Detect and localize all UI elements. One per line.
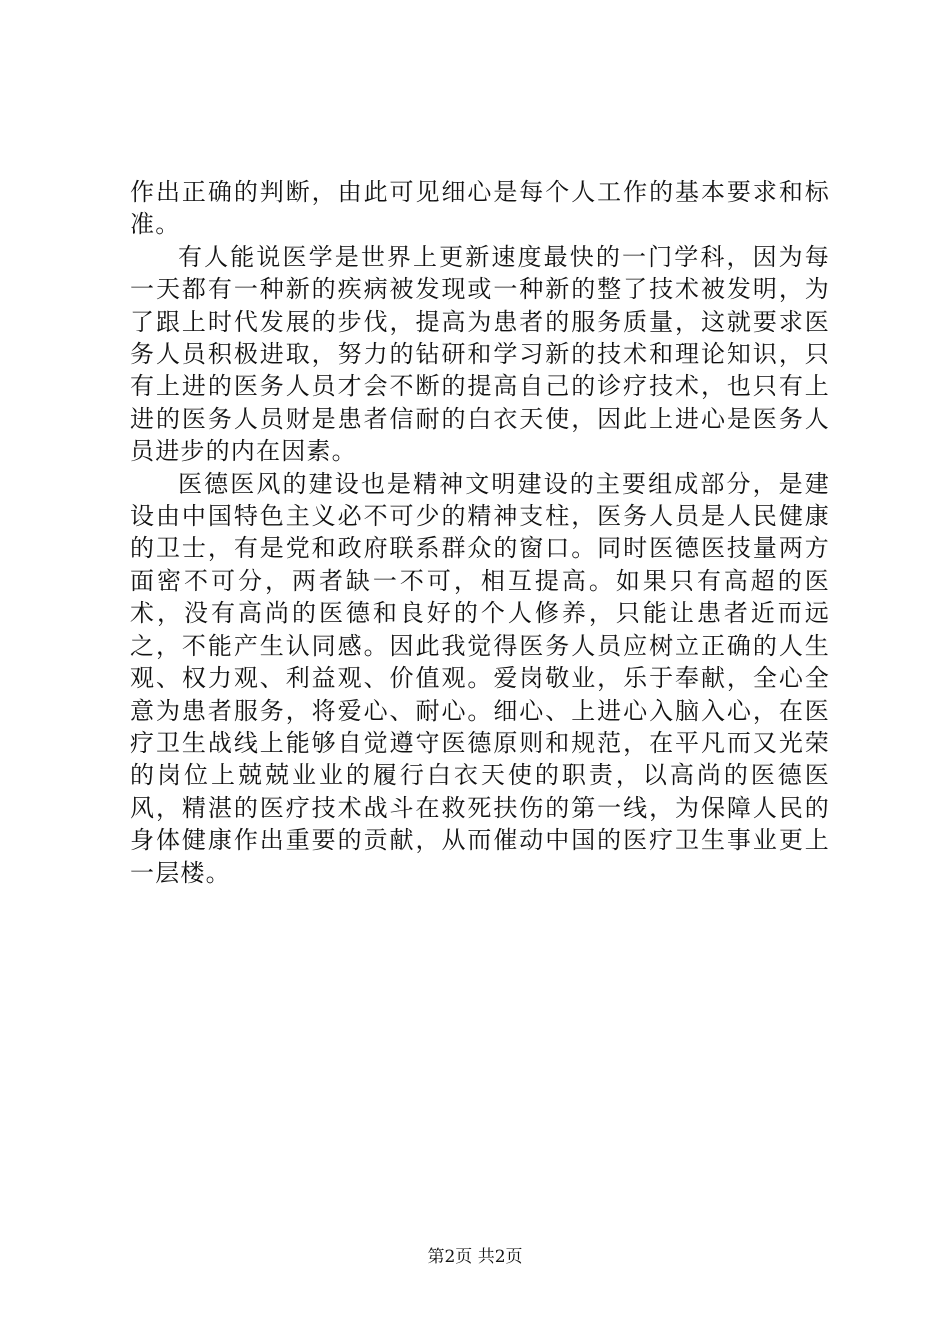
document-body <box>130 176 830 889</box>
paragraph-continuation: 作出正确的判断，由此可见细心是每个人工作的基本要求和标准。 <box>130 178 830 239</box>
page-footer: 第2页 共2页 <box>427 1247 523 1267</box>
paragraph-medical-ethics: 医德医风的建设也是精神文明建设的主要组成部分，是建设由中国特色主义必不可少的精神支柱，医务人员是人民健康的卫士，有是党和政府联系群众的窗口。同时医德医技量两方面密不可分，两者缺一不可，相互提高。如果只有高超的医术，没有高尚的医德和良好的个人修养，只能让患者近而远之，不能产生认同感。因此我觉得医务人员应树立正确的人生观、权力观、利益观、价值观。爱岗敬业，乐于奉献，全心全意为患者服务，将爱心、耐心。细心、上进心入脑入心，在医疗卫生战线上能够自觉遵守医德原则和规范，在平凡而又光荣的岗位上兢兢业业的履行白衣天使的职责，以高尚的医德医风，精湛的医疗技术战斗在救死扶伤的第一线，为保障人民的身体健康作出重要的贡献，从而催动中国的医疗卫生事业更上一层楼。 <box>130 469 830 887</box>
paragraph-medical-progress: 有人能说医学是世界上更新速度最快的一门学科，因为每一天都有一种新的疾病被发现或一种新的整了技术被发明，为了跟上时代发展的步伐，提高为患者的服务质量，这就要求医务人员积极进取，努力的钻研和学习新的技术和理论知识，只有上进的医务人员才会不断的提高自己的诊疗技术，也只有上进的医务人员财是患者信耐的白衣天使，因此上进心是医务人员进步的内在因素。 <box>130 242 830 466</box>
